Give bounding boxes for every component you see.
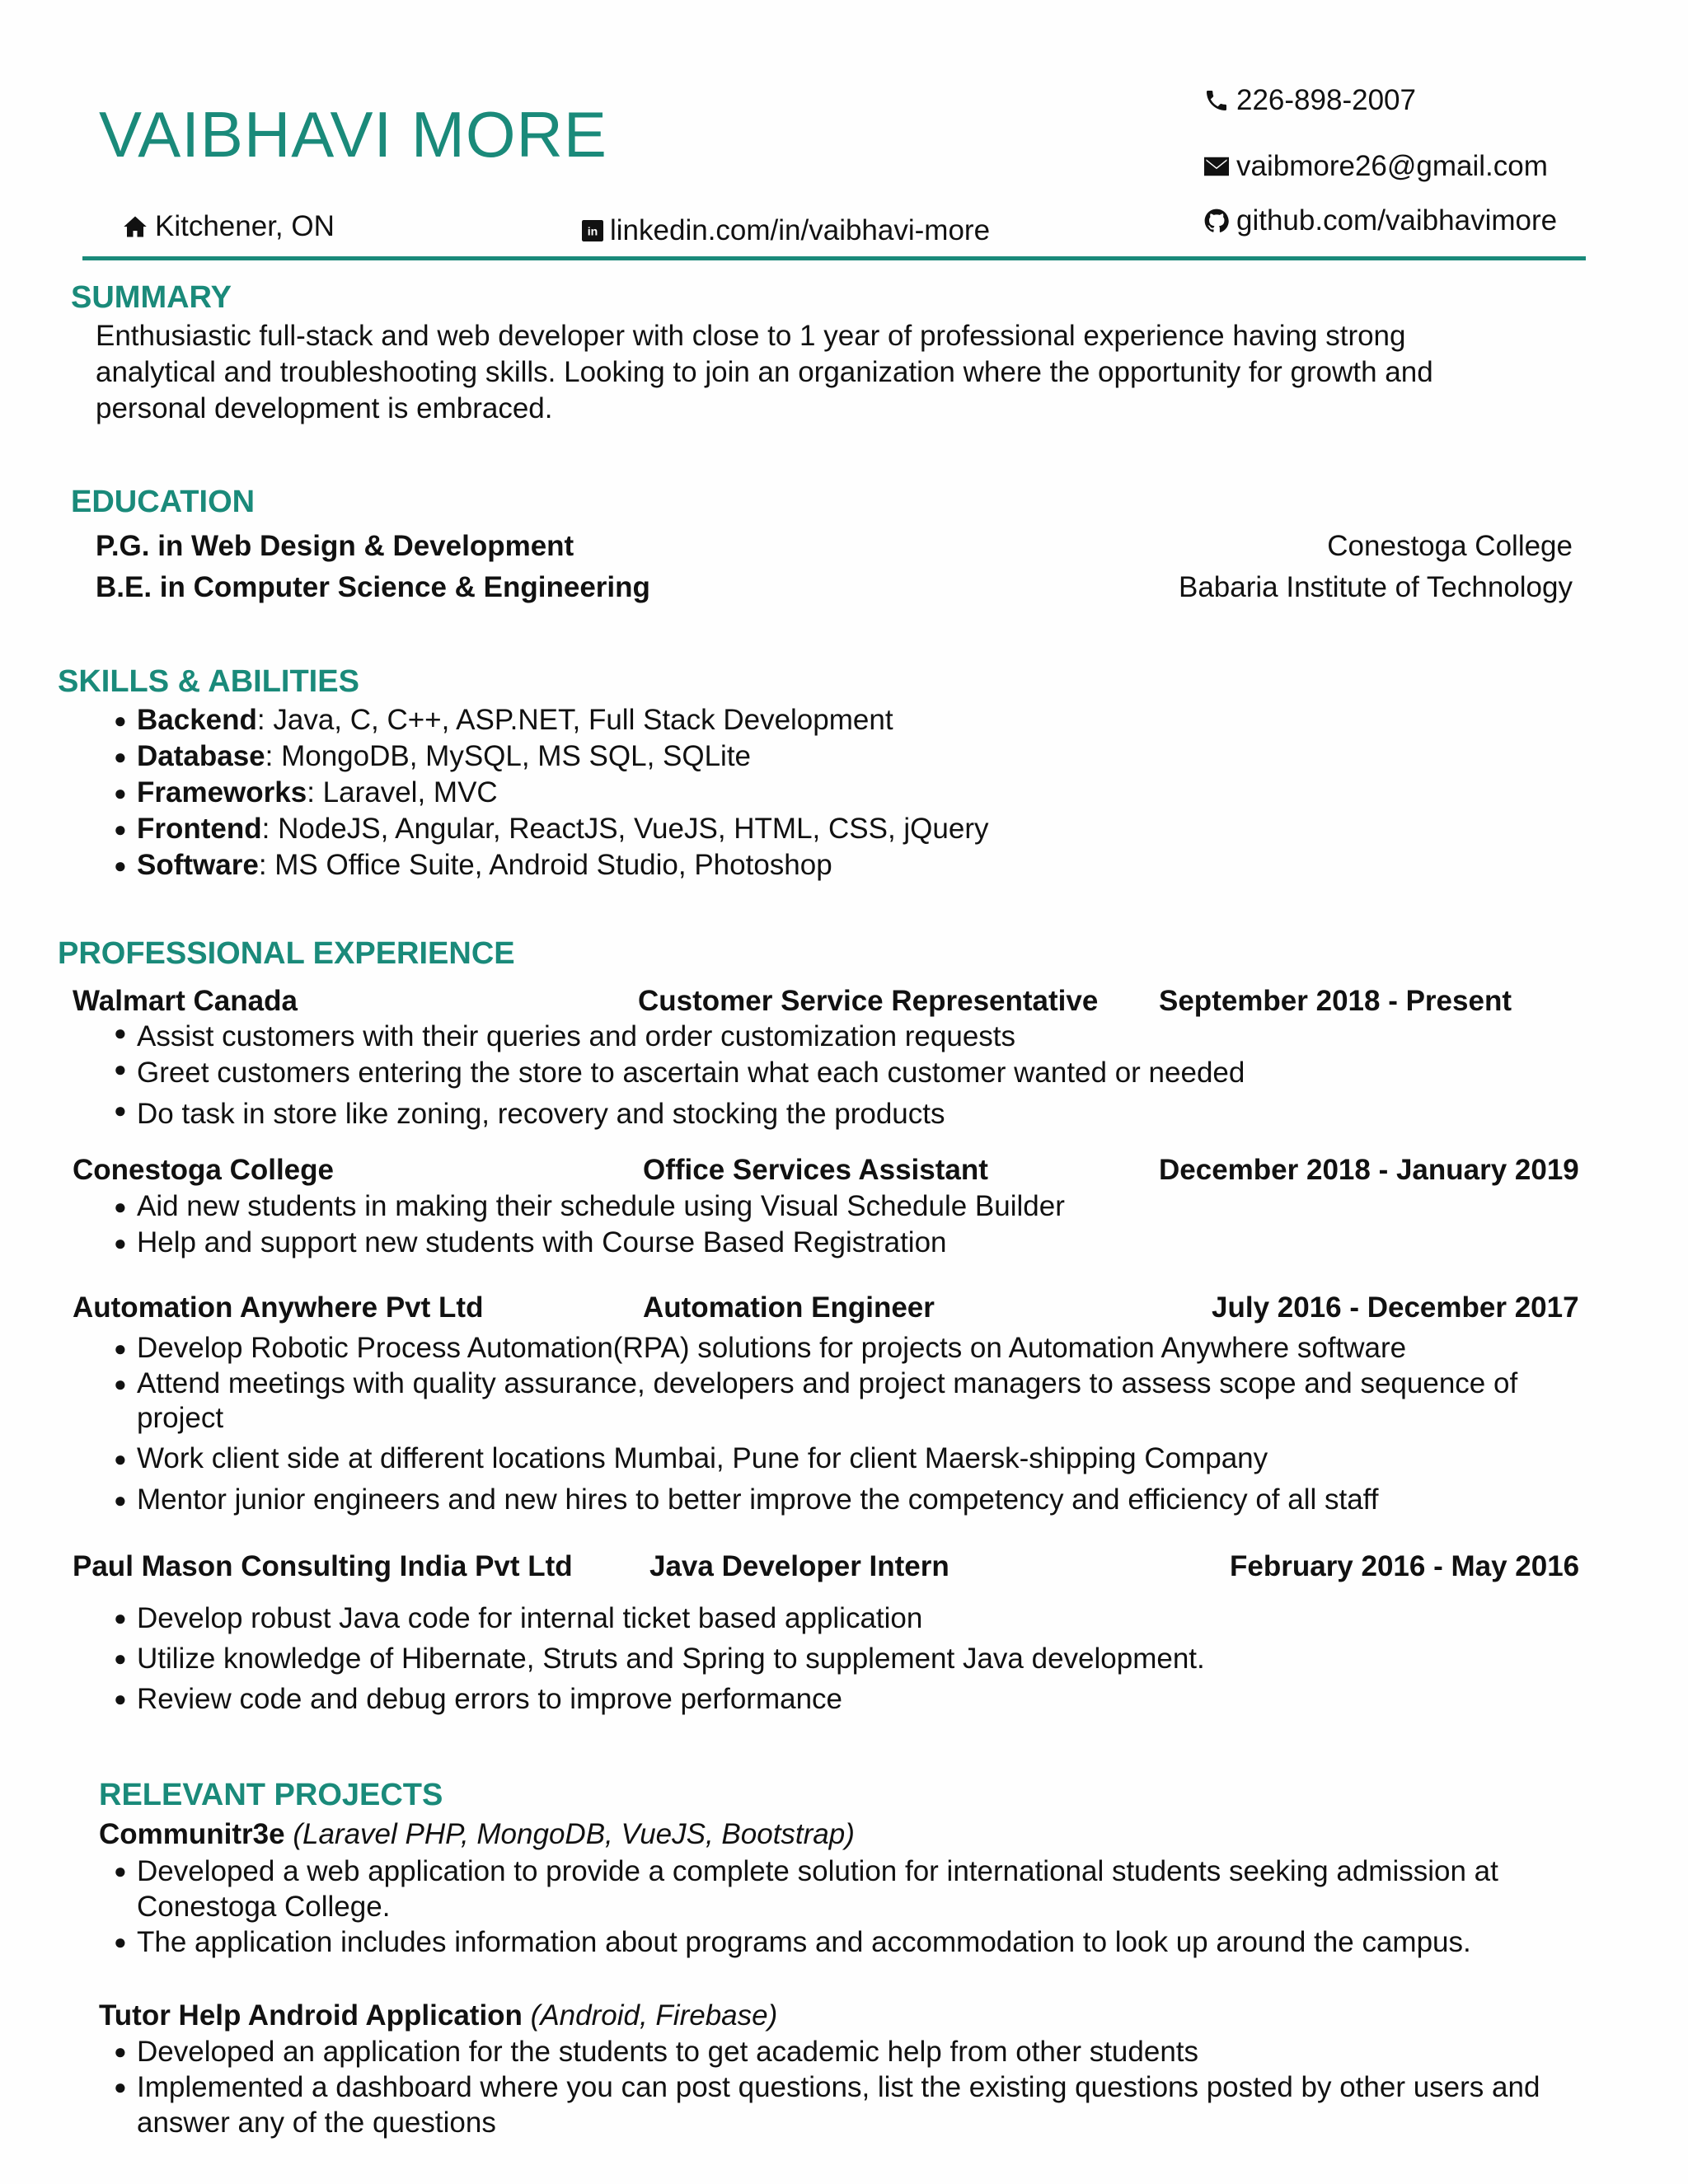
svg-text:in: in xyxy=(587,224,598,238)
location-text: Kitchener, ON xyxy=(155,210,335,242)
project-title xyxy=(99,1998,777,2034)
job-company: Conestoga College xyxy=(73,1154,334,1186)
job-company: Walmart Canada xyxy=(73,985,298,1017)
job-dates: July 2016 - December 2017 xyxy=(1212,1291,1579,1324)
job-bullet: ● Assist customers with their queries and order customization requests xyxy=(114,1020,1597,1057)
linkedin-icon xyxy=(580,216,605,246)
job-bullet: ● Mentor junior engineers and new hires to better improve the competency and efficiency of all staff xyxy=(114,1482,1564,1518)
education-school: Babaria Institute of Technology xyxy=(1178,571,1573,603)
summary-line: personal development is embraced. xyxy=(96,392,553,424)
job-bullets xyxy=(114,1598,1597,1719)
linkedin-contact[interactable] xyxy=(580,214,990,247)
project-bullet: ● The application includes information about programs and accommodation to look up around the campus. xyxy=(114,1924,1597,1960)
job-title: Java Developer Intern xyxy=(649,1550,950,1582)
education-heading: EDUCATION xyxy=(71,485,256,519)
project-tech: (Android, Firebase) xyxy=(530,1999,778,2032)
education-school: Conestoga College xyxy=(1327,530,1573,562)
skill-item: ● Frameworks: Laravel, MVC xyxy=(114,775,1515,811)
job-bullet: ● Do task in store like zoning, recovery and stocking the products xyxy=(114,1098,1597,1134)
job-dates: September 2018 - Present xyxy=(1159,985,1512,1017)
job-bullets xyxy=(114,1330,1564,1518)
job-title: Customer Service Representative xyxy=(638,985,1099,1017)
skill-item: ● Database: MongoDB, MySQL, MS SQL, SQLite xyxy=(114,738,1515,775)
envelope-icon xyxy=(1202,152,1231,181)
job-bullet: ● Attend meetings with quality assurance, developers and project managers to assess scope and sequence of project xyxy=(114,1366,1564,1436)
skill-item: ● Software: MS Office Suite, Android Studio, Photoshop xyxy=(114,847,1515,883)
phone-text: 226-898-2007 xyxy=(1236,84,1416,116)
job-bullet: ● Develop Robotic Process Automation(RPA) solutions for projects on Automation Anywhere software xyxy=(114,1330,1564,1366)
job-bullets xyxy=(114,1020,1597,1134)
summary-line: Enthusiastic full-stack and web developer with close to 1 year of professional experience having strong xyxy=(96,320,1406,352)
home-icon xyxy=(120,212,150,241)
project-bullet: ● Developed an application for the students to get academic help from other students xyxy=(114,2034,1630,2069)
skills-list xyxy=(114,702,1515,883)
skills-heading: SKILLS & ABILITIES xyxy=(58,664,359,699)
job-bullet: ● Develop robust Java code for internal ticket based application xyxy=(114,1598,1597,1638)
project-tech: (Laravel PHP, MongoDB, VueJS, Bootstrap) xyxy=(293,1818,855,1850)
education-degree: P.G. in Web Design & Development xyxy=(96,530,574,562)
job-company: Paul Mason Consulting India Pvt Ltd xyxy=(73,1550,573,1582)
phone-contact xyxy=(1202,84,1416,117)
job-title: Office Services Assistant xyxy=(643,1154,988,1186)
linkedin-link[interactable]: linkedin.com/in/vaibhavi-more xyxy=(610,214,991,246)
phone-icon xyxy=(1202,86,1231,115)
job-bullets xyxy=(114,1188,1597,1261)
candidate-name: VAIBHAVI MORE xyxy=(99,98,607,171)
summary-text xyxy=(96,318,1433,427)
projects-heading: RELEVANT PROJECTS xyxy=(99,1778,443,1812)
github-link[interactable]: github.com/vaibhavimore xyxy=(1236,204,1558,237)
summary-line: analytical and troubleshooting skills. Looking to join an organization where the opportunity for growth and xyxy=(96,356,1433,388)
project-title xyxy=(99,1816,855,1853)
job-bullet: ● Work client side at different locations Mumbai, Pune for client Maersk-shipping Company xyxy=(114,1441,1564,1477)
project-bullets xyxy=(114,1854,1597,1960)
project-bullet: ● Implemented a dashboard where you can post questions, list the existing questions posted by other users and answer any of the questions xyxy=(114,2069,1630,2140)
job-bullet: ● Utilize knowledge of Hibernate, Struts and Spring to supplement Java development. xyxy=(114,1638,1597,1679)
job-bullet: ● Review code and debug errors to improve performance xyxy=(114,1679,1597,1719)
education-degree: B.E. in Computer Science & Engineering xyxy=(96,571,650,603)
summary-heading: SUMMARY xyxy=(71,280,232,315)
skill-item: ● Frontend: NodeJS, Angular, ReactJS, VueJS, HTML, CSS, jQuery xyxy=(114,811,1515,847)
skill-item: ● Backend: Java, C, C++, ASP.NET, Full Stack Development xyxy=(114,702,1515,738)
email-contact[interactable] xyxy=(1202,150,1548,183)
job-bullet: ● Aid new students in making their schedule using Visual Schedule Builder xyxy=(114,1188,1597,1225)
job-bullet: ● Help and support new students with Course Based Registration xyxy=(114,1225,1597,1261)
project-name: Communitr3e xyxy=(99,1818,285,1850)
job-bullet: ● Greet customers entering the store to ascertain what each customer wanted or needed xyxy=(114,1057,1597,1098)
job-company: Automation Anywhere Pvt Ltd xyxy=(73,1291,484,1324)
experience-heading: PROFESSIONAL EXPERIENCE xyxy=(58,936,515,971)
github-icon xyxy=(1202,206,1231,236)
job-dates: December 2018 - January 2019 xyxy=(1159,1154,1579,1186)
job-title: Automation Engineer xyxy=(643,1291,935,1324)
project-bullets xyxy=(114,2034,1630,2140)
email-link[interactable]: vaibmore26@gmail.com xyxy=(1236,150,1548,182)
project-name: Tutor Help Android Application xyxy=(99,1999,523,2032)
job-dates: February 2016 - May 2016 xyxy=(1230,1550,1580,1582)
project-bullet: ● Developed a web application to provide a complete solution for international students seeking admission at Conestoga College. xyxy=(114,1854,1597,1924)
location-contact xyxy=(120,210,335,243)
github-contact[interactable] xyxy=(1202,204,1557,237)
header-divider xyxy=(82,256,1586,260)
